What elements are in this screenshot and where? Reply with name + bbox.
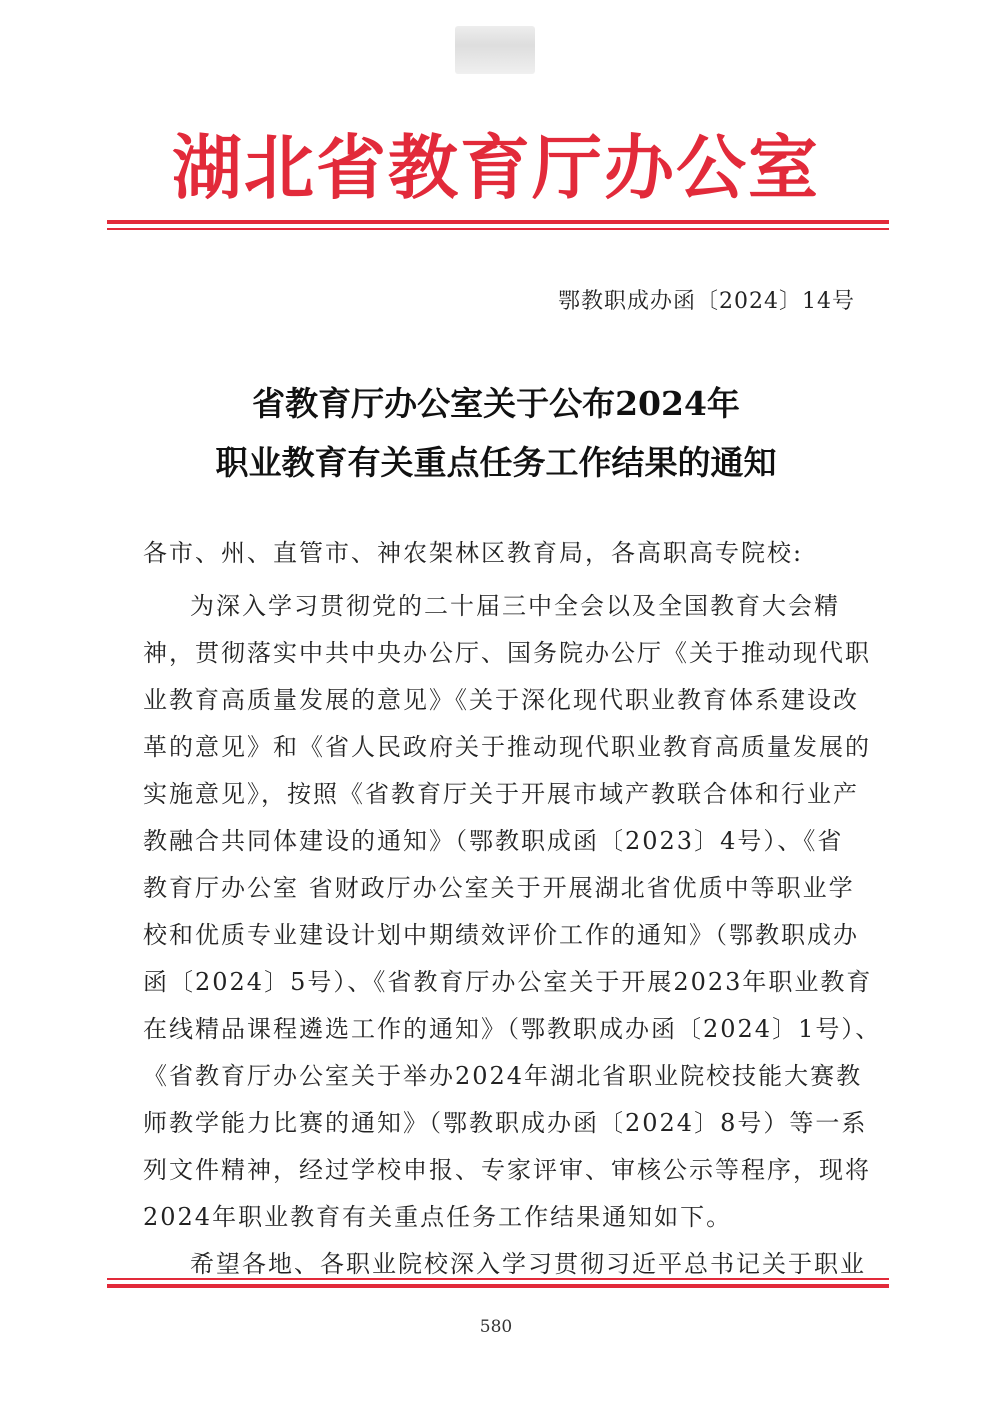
body-line: 实施意见》，按照《省教育厅关于开展市域产教联合体和行业产 bbox=[143, 780, 859, 808]
body-line: 神，贯彻落实中共中央办公厅、国务院办公厅《关于推动现代职 bbox=[143, 639, 871, 667]
footer-rule-thick bbox=[107, 1284, 889, 1288]
body-line: 函〔2024〕5号）、《省教育厅办公室关于开展2023年职业教育 bbox=[143, 968, 873, 996]
masthead-rule-thin bbox=[107, 228, 889, 230]
body-line: 教融合共同体建设的通知》（鄂教职成函〔2023〕4号）、《省 bbox=[143, 827, 844, 855]
body-line: 列文件精神，经过学校申报、专家评审、审核公示等程序，现将 bbox=[143, 1156, 871, 1184]
page-number: 580 bbox=[479, 1317, 513, 1337]
issuer-masthead: 湖北省教育厅办公室 bbox=[172, 127, 820, 209]
title-line-1: 省教育厅办公室关于公布2024年 bbox=[252, 384, 740, 423]
title-line-2: 职业教育有关重点任务工作结果的通知 bbox=[215, 443, 777, 482]
footer-rule-thin bbox=[107, 1278, 889, 1280]
body-line: 在线精品课程遴选工作的通知》（鄂教职成办函〔2024〕1号）、 bbox=[143, 1015, 882, 1043]
body-line: 师教学能力比赛的通知》（鄂教职成办函〔2024〕8号）等一系 bbox=[143, 1109, 868, 1137]
body-line: 校和优质专业建设计划中期绩效评价工作的通知》（鄂教职成办 bbox=[143, 921, 859, 949]
body-line: 教育厅办公室 省财政厅办公室关于开展湖北省优质中等职业学 bbox=[143, 874, 855, 902]
salutation: 各市、州、直管市、神农架林区教育局，各高职高专院校: bbox=[143, 539, 804, 567]
closing-paragraph-line: 希望各地、各职业院校深入学习贯彻习近平总书记关于职业 bbox=[190, 1250, 866, 1278]
body-line: 2024年职业教育有关重点任务工作结果通知如下。 bbox=[143, 1203, 733, 1231]
body-line: 革的意见》和《省人民政府关于推动现代职业教育高质量发展的 bbox=[143, 733, 871, 761]
body-line: 《省教育厅办公室关于举办2024年湖北省职业院校技能大赛教 bbox=[143, 1062, 863, 1090]
masthead-rule-thick bbox=[107, 220, 889, 224]
body-line: 业教育高质量发展的意见》《关于深化现代职业教育体系建设改 bbox=[143, 686, 859, 714]
document-number: 鄂教职成办函〔2024〕14号 bbox=[558, 289, 855, 314]
scan-artifact bbox=[455, 26, 535, 74]
body-line: 为深入学习贯彻党的二十届三中全会以及全国教育大会精 bbox=[190, 592, 840, 620]
